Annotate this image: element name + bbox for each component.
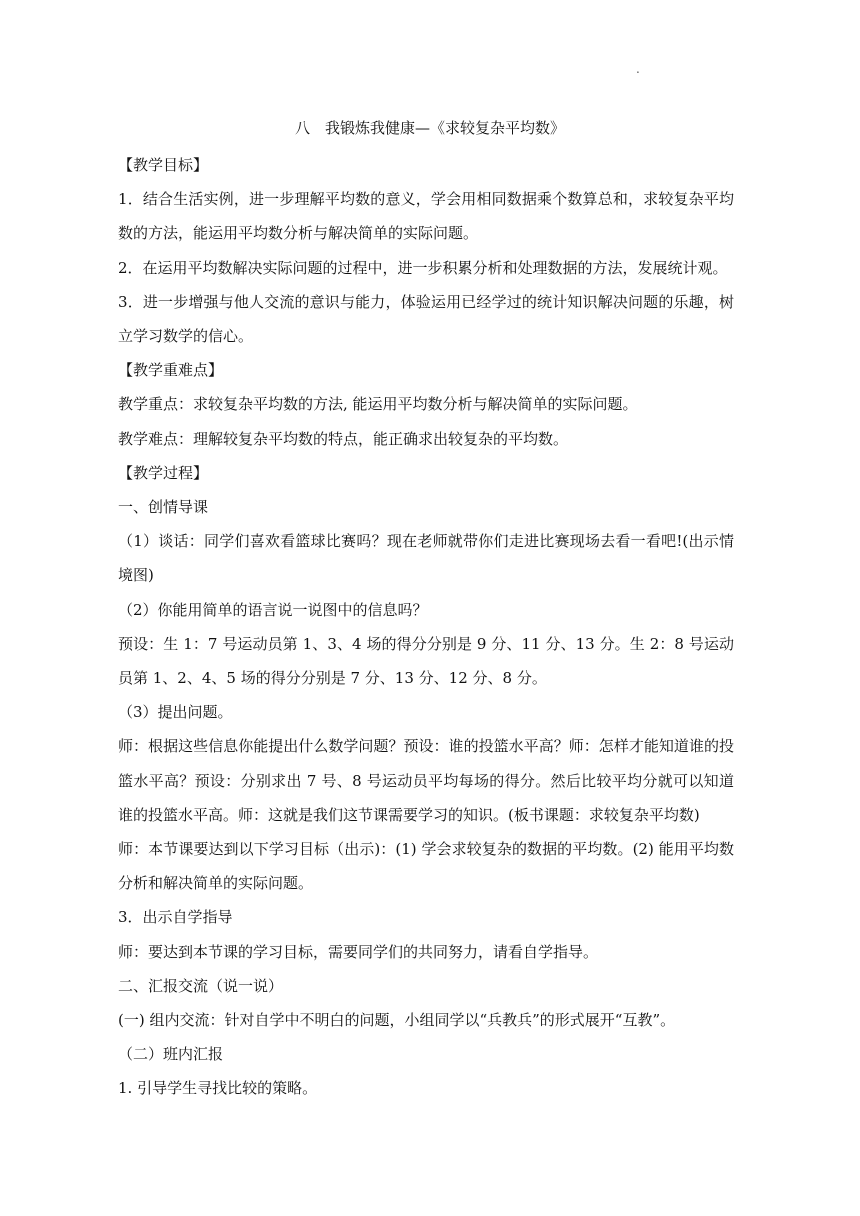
learning-goals: 师：本节课要达到以下学习目标（出示)：(1) 学会求较复杂的数据的平均数。(2) 能用平均数分析和解决简单的实际问题。 (118, 840, 734, 893)
process-step-3: （3）提出问题。 (118, 703, 233, 722)
class-report: （二）班内汇报 (118, 1045, 224, 1064)
document-title: 八 我锻炼我健康—《求较复杂平均数》 (294, 119, 565, 137)
objective-2: 2．在运用平均数解决实际问题的过程中，进一步积累分析和处理数据的方法，发展统计观。 (118, 258, 728, 277)
group-exchange: (一) 组内交流：针对自学中不明白的问题，小组同学以“兵教兵”的形式展开“互教”。 (118, 1011, 676, 1030)
section-heading-objectives: 【教学目标】 (118, 156, 209, 174)
process-step-2: （2）你能用简单的语言说一说图中的信息吗？ (118, 600, 428, 619)
self-study-guide-heading: 3．出示自学指导 (118, 908, 233, 927)
process-step-1: （1）谈话：同学们喜欢看篮球比赛吗？现在老师就带你们走进比赛现场去看一看吧!(出示情境图) (118, 532, 734, 585)
subsection-intro: 一、创情导课 (118, 498, 209, 517)
self-study-guide-text: 师：要达到本节课的学习目标，需要同学们的共同努力，请看自学指导。 (118, 942, 599, 961)
objective-3: 3．进一步增强与他人交流的意识与能力，体验运用已经学过的统计知识解决问题的乐趣，树立学习数学的信心。 (118, 292, 734, 346)
key-point: 教学重点：求较复杂平均数的方法, 能运用平均数分析与解决简单的实际问题。 (118, 395, 638, 414)
preset-answer: 预设：生 1：7 号运动员第 1、3、4 场的得分分别是 9 分、11 分、13 分。生 2：8 号运动员第 1、2、4、5 场的得分分别是 7 分、13 分、12 分、8 分。 (118, 634, 734, 688)
header-mark: . (636, 62, 640, 76)
strategy-guidance: 1. 引导学生寻找比较的策略。 (118, 1079, 318, 1098)
section-heading-key-points: 【教学重难点】 (118, 361, 224, 380)
objective-1: 1．结合生活实例，进一步理解平均数的意义，学会用相同数据乘个数算总和，求较复杂平均数的方法，能运用平均数分析与解决简单的实际问题。 (118, 190, 734, 243)
document-body (118, 148, 734, 1106)
teacher-dialogue: 师：根据这些信息你能提出什么数学问题？预设：谁的投篮水平高？师：怎样才能知道谁的投篮水平高？预设：分别求出 7 号、8 号运动员平均每场的得分。然后比较平均分就可以知道谁的投篮水平高。师：这就是我们这节课需要学习的知识。(板书课题：求较复杂平均数) (118, 737, 734, 824)
section-heading-process: 【教学过程】 (118, 463, 209, 482)
subsection-report: 二、汇报交流（说一说） (118, 976, 284, 995)
difficult-point: 教学难点：理解较复杂平均数的特点，能正确求出较复杂的平均数。 (118, 429, 569, 448)
